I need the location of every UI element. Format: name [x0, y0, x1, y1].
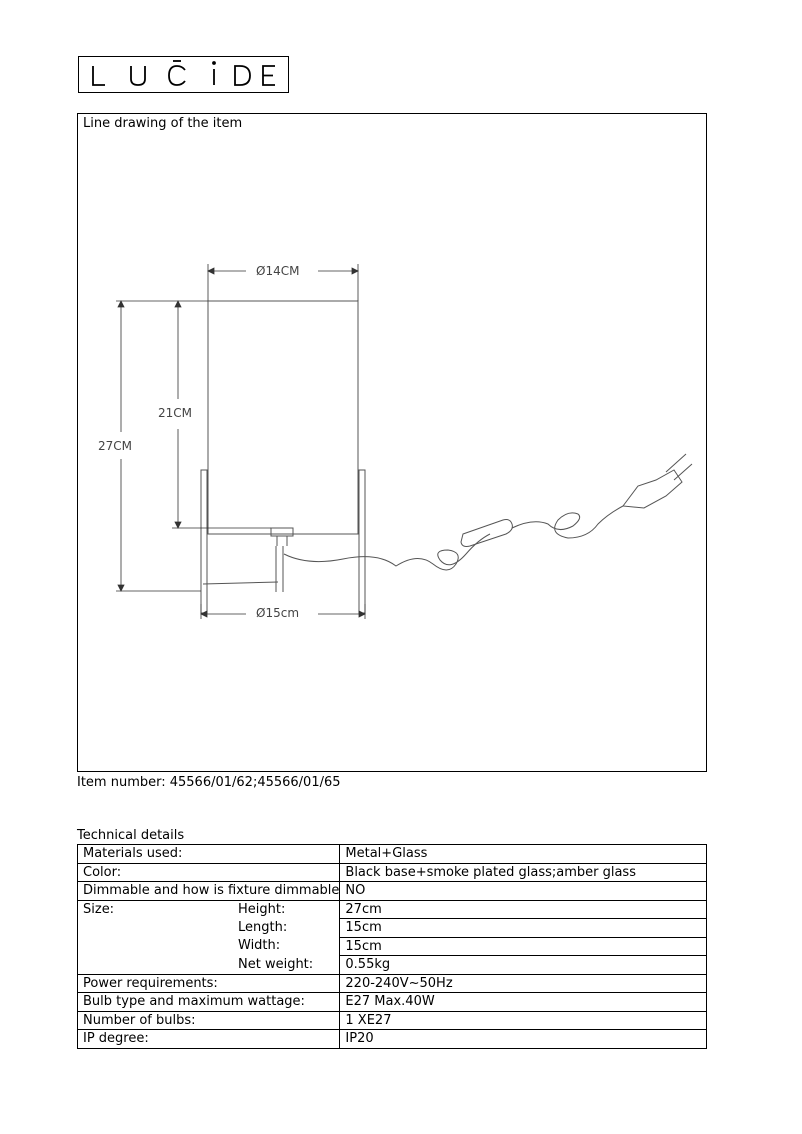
lucide-logo	[78, 56, 289, 93]
spec-value: 220-240V~50Hz	[340, 974, 707, 993]
spec-value: 15cm	[340, 937, 707, 956]
table-row	[78, 863, 707, 882]
table-row	[78, 993, 707, 1012]
spec-value: IP20	[340, 1030, 707, 1049]
spec-label-group	[78, 900, 340, 919]
table-row	[78, 956, 707, 975]
spec-label: Bulb type and maximum wattage:	[78, 993, 340, 1012]
lamp-left-leg	[201, 470, 207, 613]
lamp-shade-outline	[208, 301, 358, 534]
spec-label: Color:	[78, 863, 340, 882]
euro-plug-icon	[623, 470, 682, 508]
spec-value: 1 XE27	[340, 1011, 707, 1030]
spec-label: IP degree:	[78, 1030, 340, 1049]
dim-shade-height: 21CM	[158, 406, 193, 420]
spec-value: 27cm	[340, 900, 707, 919]
dim-top-diameter: Ø14CM	[256, 264, 300, 278]
table-row	[78, 845, 707, 864]
spec-label: Dimmable and how is fixture dimmable	[78, 882, 340, 901]
lamp-line-drawing	[78, 114, 708, 773]
technical-details-title: Technical details	[77, 828, 185, 843]
spec-label-group	[78, 919, 340, 938]
spec-value: 15cm	[340, 919, 707, 938]
spec-label: Power requirements:	[78, 974, 340, 993]
spec-sublabel: Width:	[238, 938, 281, 953]
spec-label: Size:	[83, 902, 115, 917]
table-row	[78, 974, 707, 993]
spec-label: Number of bulbs:	[78, 1011, 340, 1030]
line-drawing-panel	[77, 113, 707, 772]
table-row	[78, 937, 707, 956]
technical-details-table	[77, 844, 707, 1049]
table-row	[78, 882, 707, 901]
spec-label-group	[78, 956, 340, 975]
dim-total-height: 27CM	[98, 439, 133, 453]
lamp-cable-2	[512, 506, 623, 538]
spec-value: Black base+smoke plated glass;amber glass	[340, 863, 707, 882]
spec-sublabel: Length:	[238, 919, 288, 935]
spec-value: Metal+Glass	[340, 845, 707, 864]
lamp-cable-1	[284, 534, 490, 570]
table-row	[78, 919, 707, 938]
drawing-caption: Line drawing of the item	[83, 116, 243, 131]
item-number: Item number: 45566/01/62;45566/01/65	[77, 775, 341, 790]
spec-label: Materials used:	[78, 845, 340, 864]
spec-label-group	[78, 937, 340, 956]
dim-bottom-diameter: Ø15cm	[256, 606, 300, 620]
spec-value: NO	[340, 882, 707, 901]
table-row	[78, 900, 707, 919]
table-row	[78, 1011, 707, 1030]
table-row	[78, 1030, 707, 1049]
spec-value: E27 Max.40W	[340, 993, 707, 1012]
lamp-socket	[271, 528, 293, 536]
lucide-logo-mark	[79, 57, 290, 94]
spec-sublabel: Height:	[238, 901, 286, 917]
spec-value: 0.55kg	[340, 956, 707, 975]
cable-switch-icon	[461, 520, 512, 547]
spec-sublabel: Net weight:	[238, 956, 314, 972]
lamp-right-leg	[359, 470, 365, 613]
